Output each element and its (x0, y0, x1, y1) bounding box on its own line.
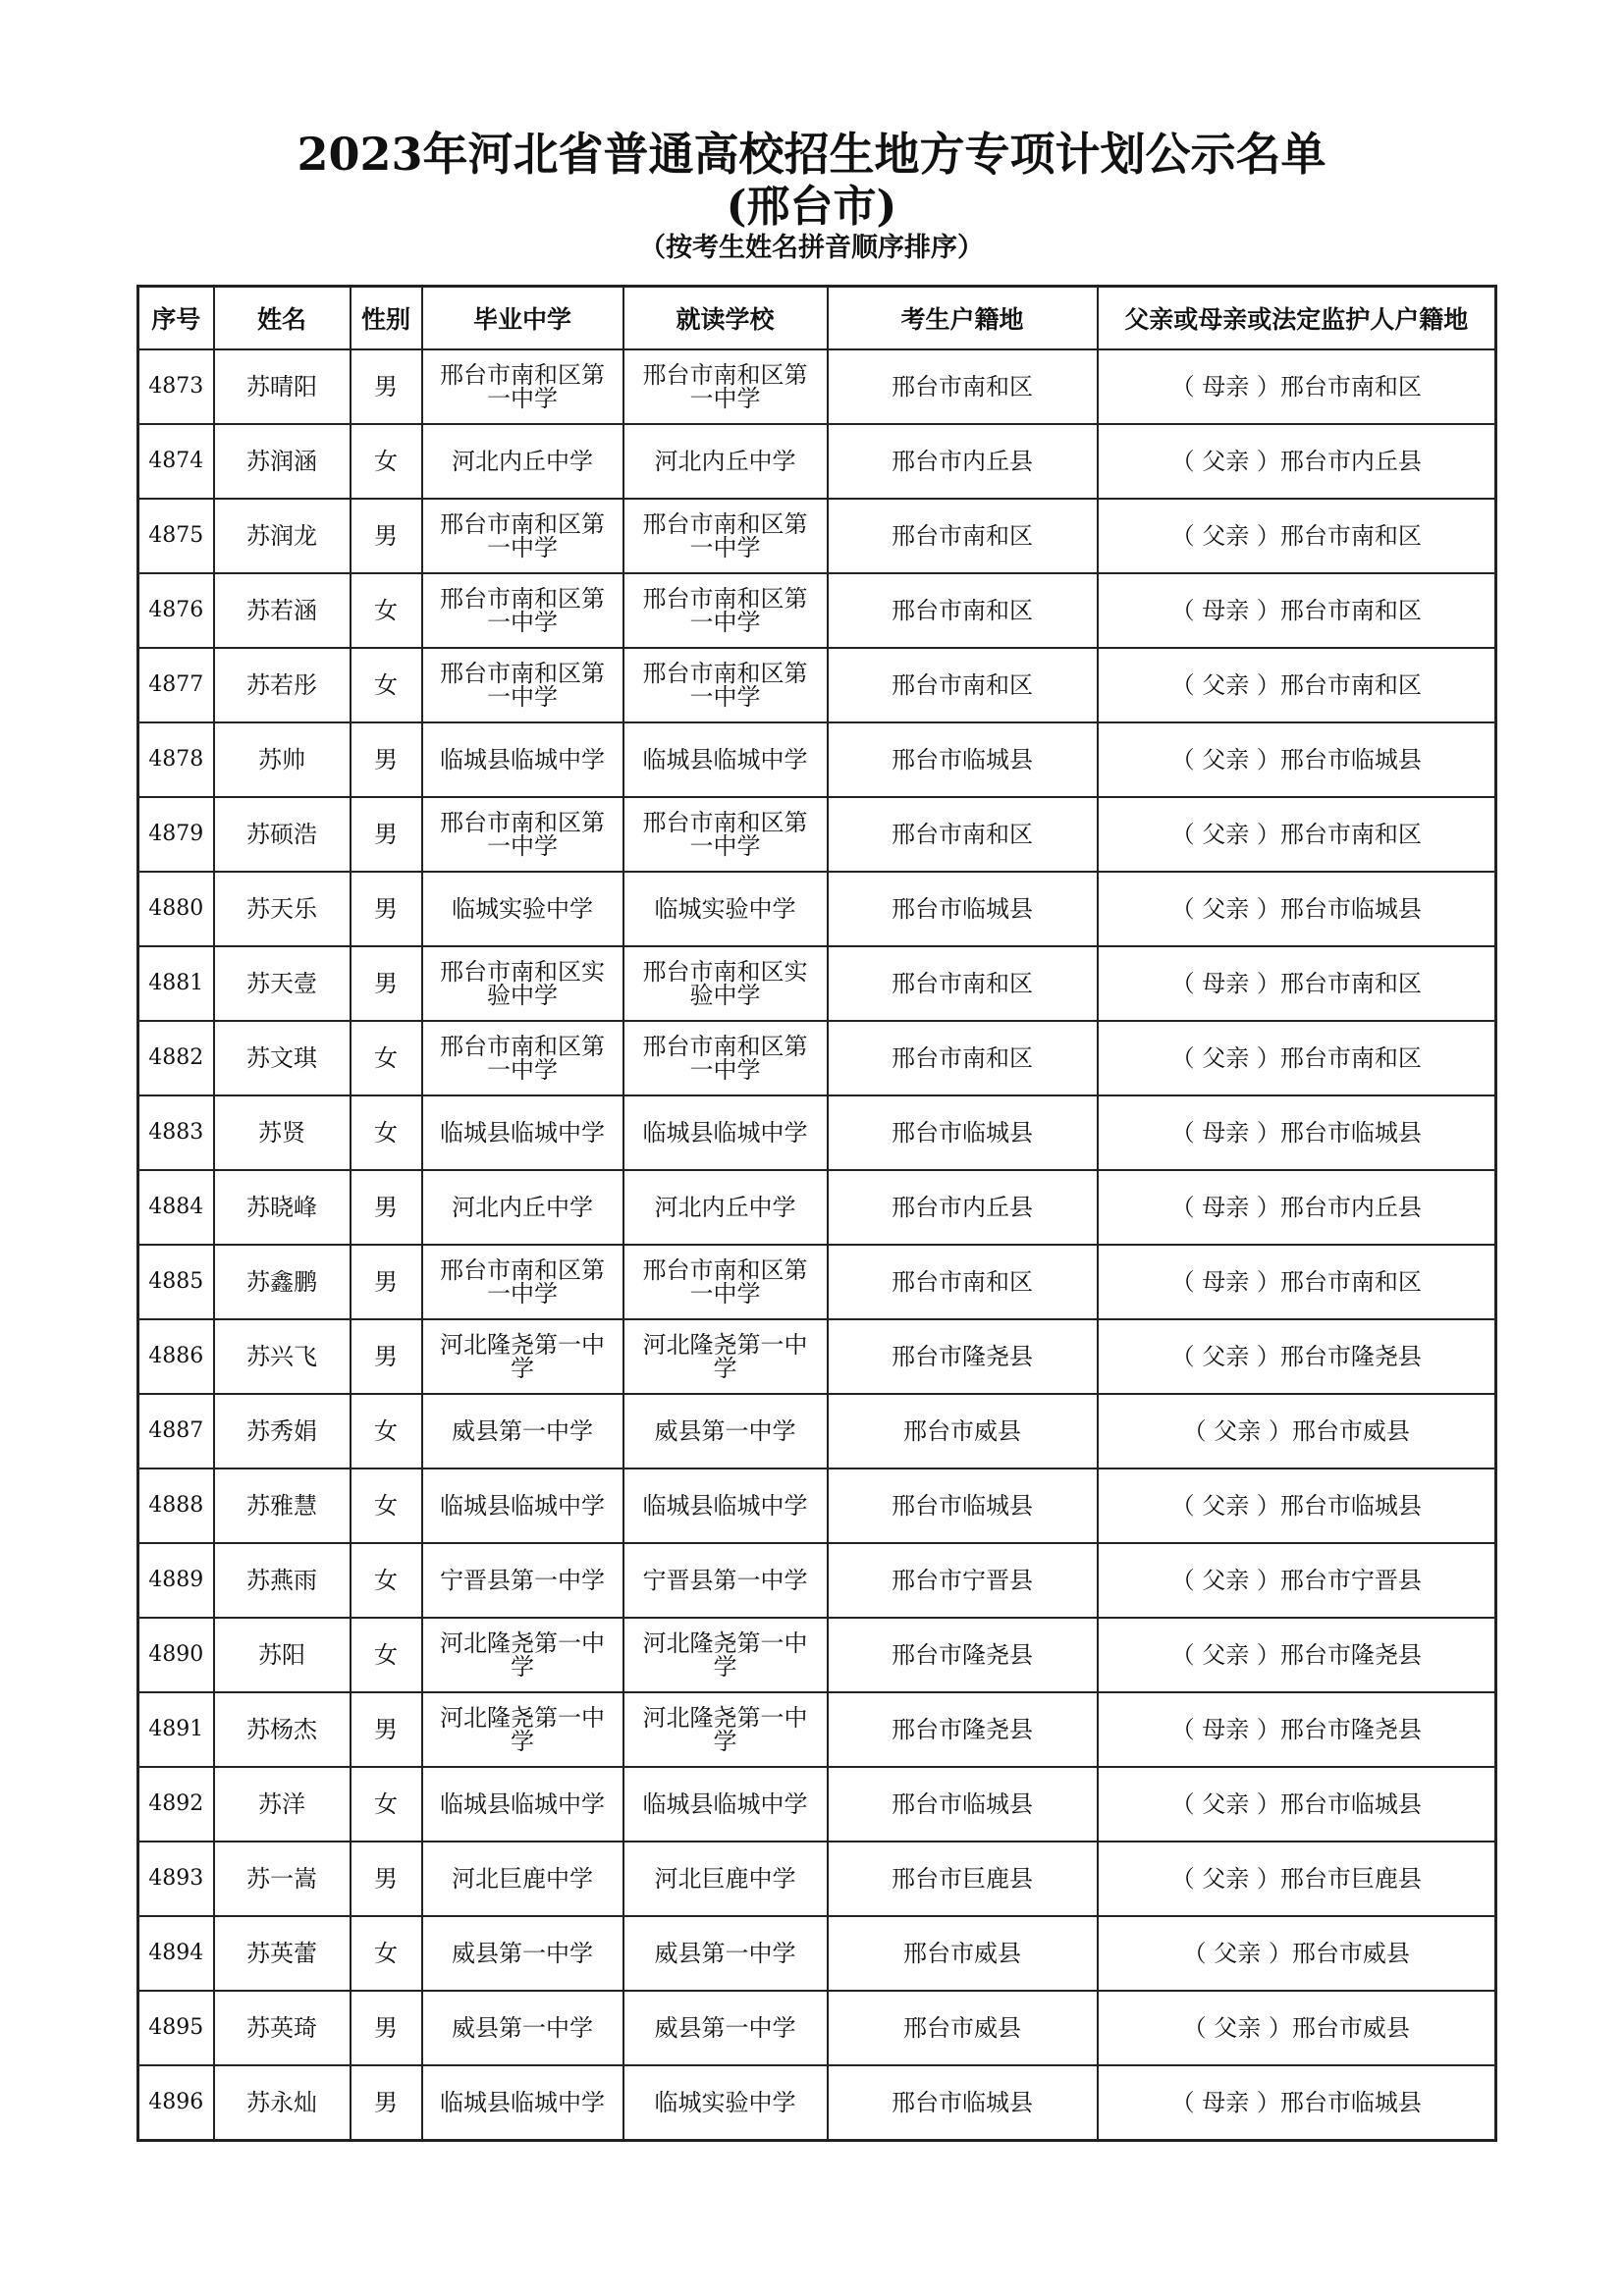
cell-current-school: 河北内丘中学 (623, 424, 828, 499)
cell-gender: 男 (351, 1245, 422, 1319)
cell-seq: 4882 (138, 1021, 214, 1095)
cell-guardian-hukou: （ 父亲 ）邢台市临城县 (1098, 872, 1496, 946)
cell-grad-school: 河北隆尧第一中学 (422, 1319, 623, 1394)
cell-grad-school: 威县第一中学 (422, 1394, 623, 1468)
cell-grad-school: 邢台市南和区第一中学 (422, 349, 623, 424)
cell-seq: 4878 (138, 722, 214, 797)
cell-guardian-hukou: （ 父亲 ）邢台市威县 (1098, 1394, 1496, 1468)
cell-guardian-hukou: （ 父亲 ）邢台市南和区 (1098, 499, 1496, 573)
cell-grad-school: 邢台市南和区实验中学 (422, 946, 623, 1021)
cell-grad-school: 邢台市南和区第一中学 (422, 648, 623, 722)
cell-grad-school: 临城县临城中学 (422, 1468, 623, 1543)
cell-name: 苏洋 (214, 1767, 351, 1842)
cell-grad-school: 临城县临城中学 (422, 1767, 623, 1842)
cell-hukou: 邢台市隆尧县 (828, 1319, 1098, 1394)
cell-guardian-hukou: （ 母亲 ）邢台市南和区 (1098, 1245, 1496, 1319)
cell-current-school: 河北隆尧第一中学 (623, 1319, 828, 1394)
cell-grad-school: 邢台市南和区第一中学 (422, 499, 623, 573)
cell-hukou: 邢台市临城县 (828, 722, 1098, 797)
cell-gender: 女 (351, 1543, 422, 1618)
cell-seq: 4886 (138, 1319, 214, 1394)
cell-seq: 4876 (138, 573, 214, 648)
cell-seq: 4891 (138, 1692, 214, 1767)
cell-name: 苏润涵 (214, 424, 351, 499)
cell-gender: 女 (351, 648, 422, 722)
cell-hukou: 邢台市南和区 (828, 1245, 1098, 1319)
cell-seq: 4881 (138, 946, 214, 1021)
cell-hukou: 邢台市隆尧县 (828, 1618, 1098, 1692)
cell-name: 苏雅慧 (214, 1468, 351, 1543)
table-row (138, 499, 1496, 573)
column-header-guardian-hukou: 父亲或母亲或法定监护人户籍地 (1098, 287, 1496, 350)
cell-seq: 4884 (138, 1170, 214, 1245)
column-header-current-school: 就读学校 (623, 287, 828, 350)
cell-name: 苏若涵 (214, 573, 351, 648)
table-row (138, 872, 1496, 946)
column-header-seq: 序号 (138, 287, 214, 350)
cell-gender: 女 (351, 424, 422, 499)
table-row (138, 1095, 1496, 1170)
cell-current-school: 临城实验中学 (623, 872, 828, 946)
cell-guardian-hukou: （ 父亲 ）邢台市内丘县 (1098, 424, 1496, 499)
cell-name: 苏天乐 (214, 872, 351, 946)
cell-hukou: 邢台市南和区 (828, 1021, 1098, 1095)
cell-seq: 4892 (138, 1767, 214, 1842)
column-header-hukou: 考生户籍地 (828, 287, 1098, 350)
cell-guardian-hukou: （ 父亲 ）邢台市威县 (1098, 1916, 1496, 1991)
cell-name: 苏天壹 (214, 946, 351, 1021)
cell-current-school: 河北内丘中学 (623, 1170, 828, 1245)
cell-name: 苏若彤 (214, 648, 351, 722)
cell-name: 苏硕浩 (214, 797, 351, 872)
cell-current-school: 邢台市南和区实验中学 (623, 946, 828, 1021)
cell-seq: 4896 (138, 2065, 214, 2141)
table-row (138, 648, 1496, 722)
table-row (138, 1319, 1496, 1394)
table-row (138, 797, 1496, 872)
cell-gender: 男 (351, 872, 422, 946)
cell-current-school: 邢台市南和区第一中学 (623, 499, 828, 573)
table-row (138, 1170, 1496, 1245)
cell-guardian-hukou: （ 母亲 ）邢台市临城县 (1098, 2065, 1496, 2141)
cell-grad-school: 宁晋县第一中学 (422, 1543, 623, 1618)
table-row (138, 1543, 1496, 1618)
cell-gender: 女 (351, 1767, 422, 1842)
document-title: 2023年河北省普通高校招生地方专项计划公示名单 (297, 128, 1326, 181)
cell-hukou: 邢台市南和区 (828, 648, 1098, 722)
cell-current-school: 临城县临城中学 (623, 1767, 828, 1842)
roster-table (136, 285, 1497, 2142)
cell-current-school: 邢台市南和区第一中学 (623, 1245, 828, 1319)
cell-name: 苏文琪 (214, 1021, 351, 1095)
cell-name: 苏润龙 (214, 499, 351, 573)
cell-current-school: 河北隆尧第一中学 (623, 1692, 828, 1767)
cell-current-school: 河北隆尧第一中学 (623, 1618, 828, 1692)
cell-gender: 女 (351, 1021, 422, 1095)
cell-name: 苏兴飞 (214, 1319, 351, 1394)
cell-gender: 男 (351, 2065, 422, 2141)
cell-guardian-hukou: （ 母亲 ）邢台市隆尧县 (1098, 1692, 1496, 1767)
cell-name: 苏英琦 (214, 1991, 351, 2065)
cell-guardian-hukou: （ 父亲 ）邢台市南和区 (1098, 797, 1496, 872)
cell-grad-school: 河北隆尧第一中学 (422, 1618, 623, 1692)
cell-seq: 4877 (138, 648, 214, 722)
table-row (138, 1767, 1496, 1842)
cell-current-school: 临城县临城中学 (623, 1468, 828, 1543)
table-row (138, 1468, 1496, 1543)
cell-seq: 4883 (138, 1095, 214, 1170)
column-header-grad-school: 毕业中学 (422, 287, 623, 350)
table-header-row (138, 287, 1496, 350)
cell-current-school: 邢台市南和区第一中学 (623, 797, 828, 872)
cell-grad-school: 河北内丘中学 (422, 1170, 623, 1245)
cell-gender: 女 (351, 1916, 422, 1991)
cell-name: 苏秀娟 (214, 1394, 351, 1468)
cell-guardian-hukou: （ 父亲 ）邢台市南和区 (1098, 1021, 1496, 1095)
cell-seq: 4874 (138, 424, 214, 499)
cell-hukou: 邢台市临城县 (828, 872, 1098, 946)
cell-hukou: 邢台市威县 (828, 1991, 1098, 2065)
cell-gender: 男 (351, 946, 422, 1021)
cell-guardian-hukou: （ 父亲 ）邢台市威县 (1098, 1991, 1496, 2065)
cell-guardian-hukou: （ 母亲 ）邢台市内丘县 (1098, 1170, 1496, 1245)
cell-guardian-hukou: （ 父亲 ）邢台市隆尧县 (1098, 1319, 1496, 1394)
cell-current-school: 威县第一中学 (623, 1394, 828, 1468)
cell-hukou: 邢台市威县 (828, 1916, 1098, 1991)
cell-current-school: 宁晋县第一中学 (623, 1543, 828, 1618)
cell-seq: 4890 (138, 1618, 214, 1692)
cell-name: 苏燕雨 (214, 1543, 351, 1618)
cell-seq: 4889 (138, 1543, 214, 1618)
cell-current-school: 威县第一中学 (623, 1916, 828, 1991)
cell-grad-school: 邢台市南和区第一中学 (422, 1021, 623, 1095)
table-row (138, 946, 1496, 1021)
cell-name: 苏贤 (214, 1095, 351, 1170)
document-subtitle: (邢台市) (726, 182, 897, 232)
cell-seq: 4894 (138, 1916, 214, 1991)
cell-guardian-hukou: （ 父亲 ）邢台市宁晋县 (1098, 1543, 1496, 1618)
cell-current-school: 临城县临城中学 (623, 722, 828, 797)
cell-grad-school: 临城县临城中学 (422, 2065, 623, 2141)
cell-gender: 男 (351, 499, 422, 573)
cell-gender: 女 (351, 573, 422, 648)
cell-gender: 男 (351, 797, 422, 872)
cell-grad-school: 临城县临城中学 (422, 722, 623, 797)
cell-seq: 4885 (138, 1245, 214, 1319)
cell-current-school: 邢台市南和区第一中学 (623, 1021, 828, 1095)
cell-guardian-hukou: （ 母亲 ）邢台市临城县 (1098, 1095, 1496, 1170)
table-row (138, 722, 1496, 797)
cell-hukou: 邢台市临城县 (828, 1468, 1098, 1543)
cell-guardian-hukou: （ 父亲 ）邢台市巨鹿县 (1098, 1842, 1496, 1916)
cell-current-school: 邢台市南和区第一中学 (623, 648, 828, 722)
cell-grad-school: 河北巨鹿中学 (422, 1842, 623, 1916)
column-header-gender: 性别 (351, 287, 422, 350)
cell-name: 苏杨杰 (214, 1692, 351, 1767)
cell-hukou: 邢台市南和区 (828, 946, 1098, 1021)
table-row (138, 1692, 1496, 1767)
cell-grad-school: 临城实验中学 (422, 872, 623, 946)
cell-current-school: 邢台市南和区第一中学 (623, 349, 828, 424)
table-row (138, 1916, 1496, 1991)
cell-gender: 男 (351, 1319, 422, 1394)
table-row (138, 1245, 1496, 1319)
table-row (138, 1842, 1496, 1916)
cell-gender: 男 (351, 1991, 422, 2065)
cell-name: 苏英蕾 (214, 1916, 351, 1991)
cell-current-school: 邢台市南和区第一中学 (623, 573, 828, 648)
cell-guardian-hukou: （ 母亲 ）邢台市南和区 (1098, 573, 1496, 648)
cell-current-school: 临城县临城中学 (623, 1095, 828, 1170)
cell-current-school: 河北巨鹿中学 (623, 1842, 828, 1916)
table-row (138, 1618, 1496, 1692)
cell-grad-school: 河北隆尧第一中学 (422, 1692, 623, 1767)
cell-guardian-hukou: （ 父亲 ）邢台市临城县 (1098, 1468, 1496, 1543)
cell-hukou: 邢台市内丘县 (828, 1170, 1098, 1245)
cell-grad-school: 威县第一中学 (422, 1991, 623, 2065)
cell-grad-school: 邢台市南和区第一中学 (422, 573, 623, 648)
cell-guardian-hukou: （ 父亲 ）邢台市隆尧县 (1098, 1618, 1496, 1692)
cell-hukou: 邢台市南和区 (828, 797, 1098, 872)
cell-guardian-hukou: （ 父亲 ）邢台市临城县 (1098, 1767, 1496, 1842)
cell-hukou: 邢台市巨鹿县 (828, 1842, 1098, 1916)
cell-gender: 男 (351, 722, 422, 797)
cell-hukou: 邢台市临城县 (828, 1767, 1098, 1842)
cell-grad-school: 临城县临城中学 (422, 1095, 623, 1170)
cell-name: 苏阳 (214, 1618, 351, 1692)
cell-hukou: 邢台市南和区 (828, 499, 1098, 573)
cell-gender: 男 (351, 349, 422, 424)
cell-seq: 4879 (138, 797, 214, 872)
cell-seq: 4880 (138, 872, 214, 946)
cell-name: 苏晴阳 (214, 349, 351, 424)
cell-current-school: 临城实验中学 (623, 2065, 828, 2141)
cell-gender: 男 (351, 1692, 422, 1767)
cell-guardian-hukou: （ 父亲 ）邢台市临城县 (1098, 722, 1496, 797)
cell-guardian-hukou: （ 父亲 ）邢台市南和区 (1098, 648, 1496, 722)
table-row (138, 2065, 1496, 2141)
cell-gender: 女 (351, 1618, 422, 1692)
cell-hukou: 邢台市威县 (828, 1394, 1098, 1468)
cell-guardian-hukou: （ 母亲 ）邢台市南和区 (1098, 349, 1496, 424)
table-row (138, 1394, 1496, 1468)
cell-hukou: 邢台市南和区 (828, 349, 1098, 424)
cell-gender: 女 (351, 1394, 422, 1468)
table-row (138, 1021, 1496, 1095)
cell-hukou: 邢台市隆尧县 (828, 1692, 1098, 1767)
cell-name: 苏永灿 (214, 2065, 351, 2141)
column-header-name: 姓名 (214, 287, 351, 350)
cell-grad-school: 邢台市南和区第一中学 (422, 1245, 623, 1319)
cell-seq: 4893 (138, 1842, 214, 1916)
cell-seq: 4887 (138, 1394, 214, 1468)
cell-name: 苏一嵩 (214, 1842, 351, 1916)
cell-name: 苏晓峰 (214, 1170, 351, 1245)
cell-name: 苏鑫鹏 (214, 1245, 351, 1319)
cell-seq: 4873 (138, 349, 214, 424)
cell-hukou: 邢台市内丘县 (828, 424, 1098, 499)
sort-note: （按考生姓名拼音顺序排序） (639, 233, 984, 263)
cell-gender: 男 (351, 1170, 422, 1245)
cell-grad-school: 威县第一中学 (422, 1916, 623, 1991)
cell-hukou: 邢台市南和区 (828, 573, 1098, 648)
cell-current-school: 威县第一中学 (623, 1991, 828, 2065)
cell-gender: 男 (351, 1842, 422, 1916)
cell-seq: 4888 (138, 1468, 214, 1543)
table-row (138, 573, 1496, 648)
cell-grad-school: 邢台市南和区第一中学 (422, 797, 623, 872)
table-row (138, 424, 1496, 499)
cell-name: 苏帅 (214, 722, 351, 797)
cell-gender: 女 (351, 1468, 422, 1543)
cell-gender: 女 (351, 1095, 422, 1170)
cell-guardian-hukou: （ 母亲 ）邢台市南和区 (1098, 946, 1496, 1021)
cell-hukou: 邢台市宁晋县 (828, 1543, 1098, 1618)
table-row (138, 349, 1496, 424)
cell-seq: 4895 (138, 1991, 214, 2065)
table-body (138, 349, 1496, 2141)
table-row (138, 1991, 1496, 2065)
cell-seq: 4875 (138, 499, 214, 573)
cell-hukou: 邢台市临城县 (828, 1095, 1098, 1170)
cell-hukou: 邢台市临城县 (828, 2065, 1098, 2141)
cell-grad-school: 河北内丘中学 (422, 424, 623, 499)
